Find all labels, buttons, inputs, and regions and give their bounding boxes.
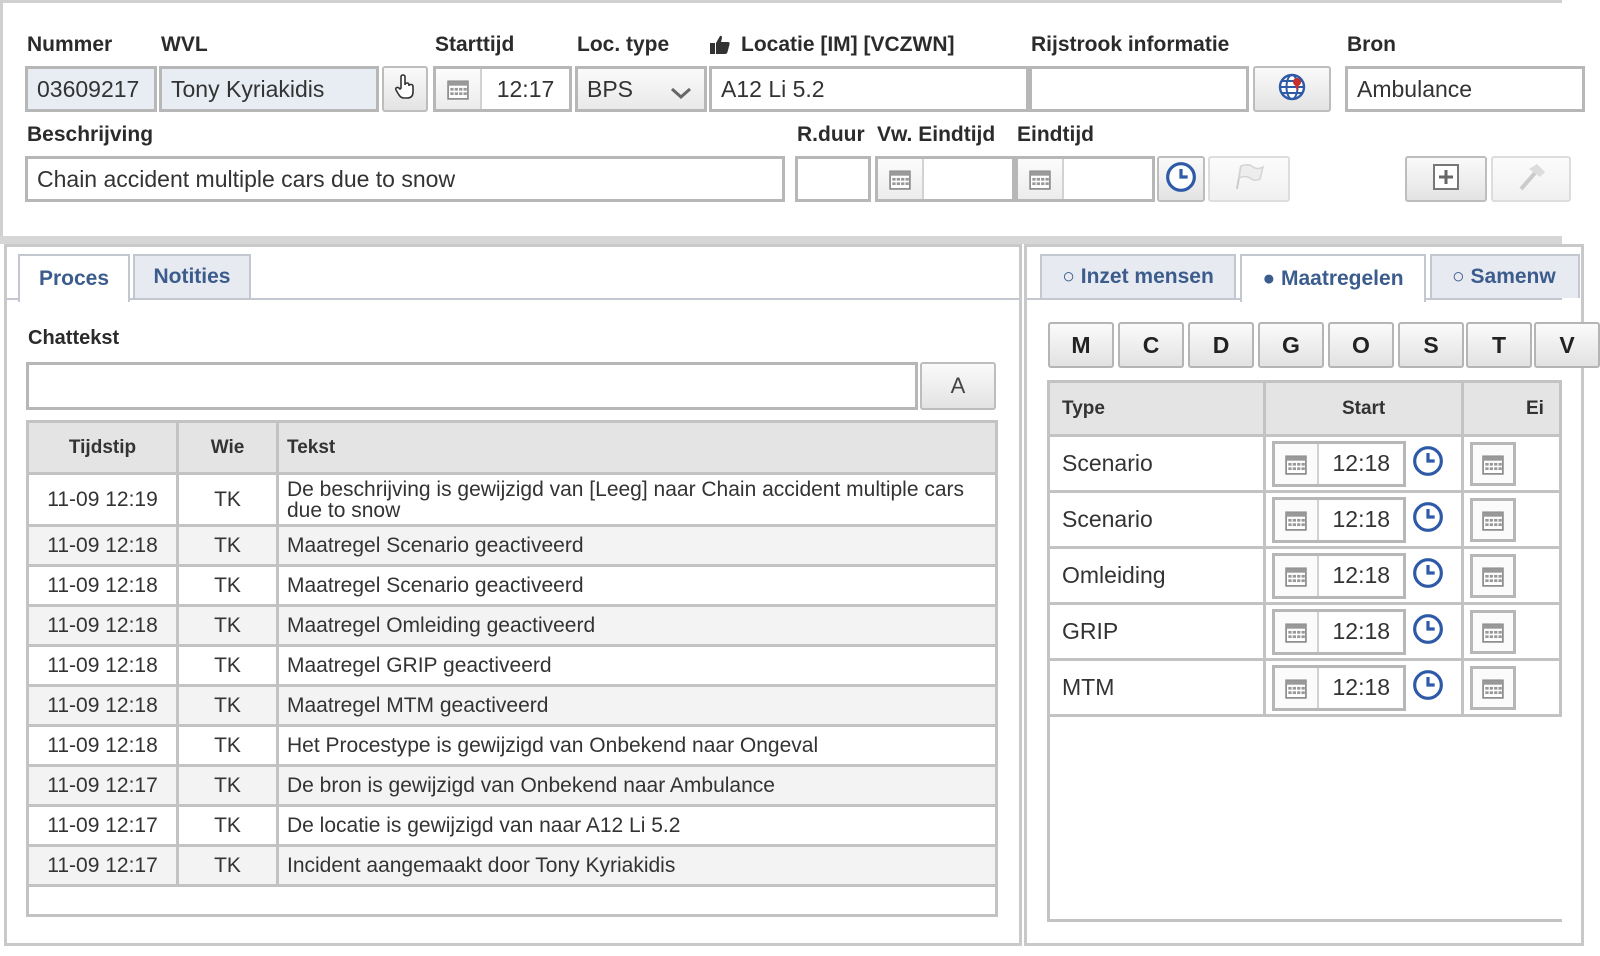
end-cell xyxy=(1462,548,1560,604)
rijstrook-field[interactable] xyxy=(1029,66,1249,112)
table-row[interactable] xyxy=(28,566,997,606)
clock-icon[interactable] xyxy=(1412,445,1444,483)
table-row[interactable] xyxy=(28,606,997,646)
incident-header xyxy=(0,0,1562,238)
add-button[interactable] xyxy=(1405,156,1487,202)
calendar-icon[interactable] xyxy=(1275,612,1319,652)
filter-c-button[interactable]: C xyxy=(1118,322,1184,368)
column-header[interactable]: Wie xyxy=(178,422,278,474)
table-row[interactable] xyxy=(28,726,997,766)
who-cell: TK xyxy=(178,686,278,726)
end-cell xyxy=(1462,436,1560,492)
end-cell xyxy=(1462,660,1560,716)
starttijd-field[interactable] xyxy=(433,66,572,112)
table-row[interactable] xyxy=(28,526,997,566)
who-cell: TK xyxy=(178,606,278,646)
time-cell: 11-09 12:17 xyxy=(28,766,178,806)
who-cell: TK xyxy=(178,806,278,846)
text-cell: Incident aangemaakt door Tony Kyriakidis xyxy=(278,846,997,886)
clock-icon[interactable] xyxy=(1412,669,1444,707)
loc-type-select[interactable] xyxy=(575,66,707,112)
tab-maatregelen[interactable]: ● Maatregelen xyxy=(1240,254,1426,302)
filter-g-button[interactable]: G xyxy=(1258,322,1324,368)
hand-pointer-icon xyxy=(393,74,417,105)
divider xyxy=(0,236,1562,244)
type-cell: Omleiding xyxy=(1049,548,1265,604)
start-cell xyxy=(1265,604,1463,660)
time-cell: 11-09 12:17 xyxy=(28,806,178,846)
text-cell: Maatregel GRIP geactiveerd xyxy=(278,646,997,686)
filter-m-button[interactable]: M xyxy=(1048,322,1114,368)
table-row[interactable] xyxy=(1049,604,1561,660)
table-row[interactable] xyxy=(1049,548,1561,604)
map-button[interactable] xyxy=(1253,66,1331,112)
wvl-field[interactable]: Tony Kyriakidis xyxy=(159,66,379,112)
text-cell: De bron is gewijzigd van Onbekend naar Ambulance xyxy=(278,766,997,806)
globe-icon xyxy=(1277,72,1307,107)
beschrijving-label: Beschrijving xyxy=(27,123,154,146)
tab-inzet-mensen[interactable]: ○ Inzet mensen xyxy=(1040,254,1236,298)
eindtijd-field[interactable] xyxy=(1015,156,1155,202)
tab-samenwerking[interactable]: ○ Samenw xyxy=(1430,254,1580,298)
calendar-icon[interactable] xyxy=(1275,668,1319,708)
start-time-value[interactable]: 12:18 xyxy=(1332,562,1391,588)
who-cell: TK xyxy=(178,766,278,806)
starttijd-value[interactable]: 12:17 xyxy=(496,75,555,102)
thumbs-up-icon xyxy=(709,35,731,60)
calendar-icon[interactable] xyxy=(878,159,924,199)
text-cell: Maatregel MTM geactiveerd xyxy=(278,686,997,726)
nummer-label: Nummer xyxy=(27,33,113,56)
rijstrook-label: Rijstrook informatie xyxy=(1031,33,1230,56)
text-cell: De beschrijving is gewijzigd van [Leeg] naar Chain accident multiple cars due to snow xyxy=(278,474,997,526)
table-row-empty xyxy=(28,886,997,916)
chat-input[interactable] xyxy=(26,362,918,410)
type-cell: Scenario xyxy=(1049,436,1265,492)
start-cell xyxy=(1265,492,1463,548)
table-row[interactable] xyxy=(28,806,997,846)
who-cell: TK xyxy=(178,846,278,886)
set-now-button[interactable] xyxy=(1157,156,1205,202)
who-cell: TK xyxy=(178,566,278,606)
hammer-button[interactable] xyxy=(1491,156,1571,202)
text-cell: Maatregel Scenario geactiveerd xyxy=(278,566,997,606)
start-time-value[interactable]: 12:18 xyxy=(1332,506,1391,532)
filter-o-button[interactable]: O xyxy=(1328,322,1394,368)
tab-strip-line xyxy=(7,298,1019,300)
type-cell: Scenario xyxy=(1049,492,1265,548)
text-cell: De locatie is gewijzigd van naar A12 Li 5.2 xyxy=(278,806,997,846)
table-row[interactable] xyxy=(28,766,997,806)
hammer-icon xyxy=(1515,163,1547,196)
clock-icon xyxy=(1165,161,1197,198)
table-row[interactable] xyxy=(28,846,997,886)
column-header[interactable]: Ei xyxy=(1462,382,1560,436)
time-cell: 11-09 12:18 xyxy=(28,606,178,646)
column-header[interactable]: Tijdstip xyxy=(28,422,178,474)
locatie-field[interactable]: A12 Li 5.2 xyxy=(709,66,1029,112)
starttijd-label: Starttijd xyxy=(435,33,515,56)
filter-v-button[interactable]: V xyxy=(1534,322,1600,368)
who-cell: TK xyxy=(178,646,278,686)
start-cell xyxy=(1265,548,1463,604)
vw-eindtijd-value[interactable] xyxy=(924,159,1012,199)
chattekst-label: Chattekst xyxy=(28,327,120,349)
time-cell: 11-09 12:18 xyxy=(28,726,178,766)
end-cell xyxy=(1462,492,1560,548)
start-cell xyxy=(1265,436,1463,492)
bron-label: Bron xyxy=(1347,33,1396,56)
chat-log-table xyxy=(26,420,998,917)
type-cell: GRIP xyxy=(1049,604,1265,660)
time-cell: 11-09 12:18 xyxy=(28,686,178,726)
text-cell: Maatregel Omleiding geactiveerd xyxy=(278,606,997,646)
table-row[interactable] xyxy=(1049,436,1561,492)
send-chat-button[interactable]: A xyxy=(920,362,996,410)
calendar-icon[interactable] xyxy=(1470,610,1516,654)
select-user-button[interactable] xyxy=(382,66,428,112)
loc-type-value: BPS xyxy=(587,75,634,102)
text-cell: Maatregel Scenario geactiveerd xyxy=(278,526,997,566)
time-cell: 11-09 12:18 xyxy=(28,526,178,566)
beschrijving-field[interactable]: Chain accident multiple cars due to snow xyxy=(25,156,785,202)
nummer-field[interactable]: 03609217 xyxy=(25,66,157,112)
table-row[interactable] xyxy=(28,686,997,726)
rduur-field[interactable] xyxy=(795,156,871,202)
start-cell xyxy=(1265,660,1463,716)
eindtijd-label: Eindtijd xyxy=(1017,123,1094,146)
table-row[interactable] xyxy=(28,646,997,686)
vw-eindtijd-label: Vw. Eindtijd xyxy=(877,123,996,146)
calendar-icon[interactable] xyxy=(1470,554,1516,598)
bron-field[interactable]: Ambulance xyxy=(1345,66,1585,112)
plus-icon xyxy=(1432,163,1460,196)
rduur-label: R.duur xyxy=(797,123,865,146)
calendar-icon[interactable] xyxy=(1018,159,1064,199)
column-header[interactable]: Type xyxy=(1049,382,1265,436)
checkered-flag-icon xyxy=(1233,163,1265,196)
calendar-icon[interactable] xyxy=(1275,444,1319,484)
calendar-icon[interactable] xyxy=(1275,556,1319,596)
type-cell: MTM xyxy=(1049,660,1265,716)
end-cell xyxy=(1462,604,1560,660)
chevron-down-icon xyxy=(670,81,692,108)
time-cell: 11-09 12:17 xyxy=(28,846,178,886)
filter-s-button[interactable]: S xyxy=(1398,322,1464,368)
measures-table xyxy=(1047,380,1562,717)
start-time-value[interactable]: 12:18 xyxy=(1332,674,1391,700)
loc-type-label: Loc. type xyxy=(577,33,670,56)
column-header[interactable]: Tekst xyxy=(278,422,997,474)
table-row[interactable] xyxy=(1049,492,1561,548)
calendar-icon[interactable] xyxy=(1275,500,1319,540)
tab-proces[interactable]: Proces xyxy=(18,254,130,302)
eindtijd-value[interactable] xyxy=(1064,159,1152,199)
who-cell: TK xyxy=(178,726,278,766)
clock-icon[interactable] xyxy=(1412,613,1444,651)
time-cell: 11-09 12:18 xyxy=(28,566,178,606)
tab-notities[interactable]: Notities xyxy=(133,254,251,298)
finish-button[interactable] xyxy=(1208,156,1290,202)
table-row[interactable] xyxy=(28,474,997,526)
time-cell: 11-09 12:19 xyxy=(28,474,178,526)
calendar-icon[interactable] xyxy=(1470,442,1516,486)
clock-icon[interactable] xyxy=(1412,501,1444,539)
clock-icon[interactable] xyxy=(1412,557,1444,595)
vw-eindtijd-field[interactable] xyxy=(875,156,1015,202)
calendar-icon[interactable] xyxy=(436,69,482,109)
start-time-value[interactable]: 12:18 xyxy=(1332,450,1391,476)
locatie-label: Locatie [IM] [VCZWN] xyxy=(741,33,955,56)
column-header[interactable]: Start xyxy=(1265,382,1463,436)
time-cell: 11-09 12:18 xyxy=(28,646,178,686)
filter-t-button[interactable]: T xyxy=(1466,322,1532,368)
wvl-label: WVL xyxy=(161,33,208,56)
calendar-icon[interactable] xyxy=(1470,666,1516,710)
start-time-value[interactable]: 12:18 xyxy=(1332,618,1391,644)
who-cell: TK xyxy=(178,526,278,566)
who-cell: TK xyxy=(178,474,278,526)
text-cell: Het Procestype is gewijzigd van Onbekend naar Ongeval xyxy=(278,726,997,766)
calendar-icon[interactable] xyxy=(1470,498,1516,542)
filter-d-button[interactable]: D xyxy=(1188,322,1254,368)
table-row[interactable] xyxy=(1049,660,1561,716)
